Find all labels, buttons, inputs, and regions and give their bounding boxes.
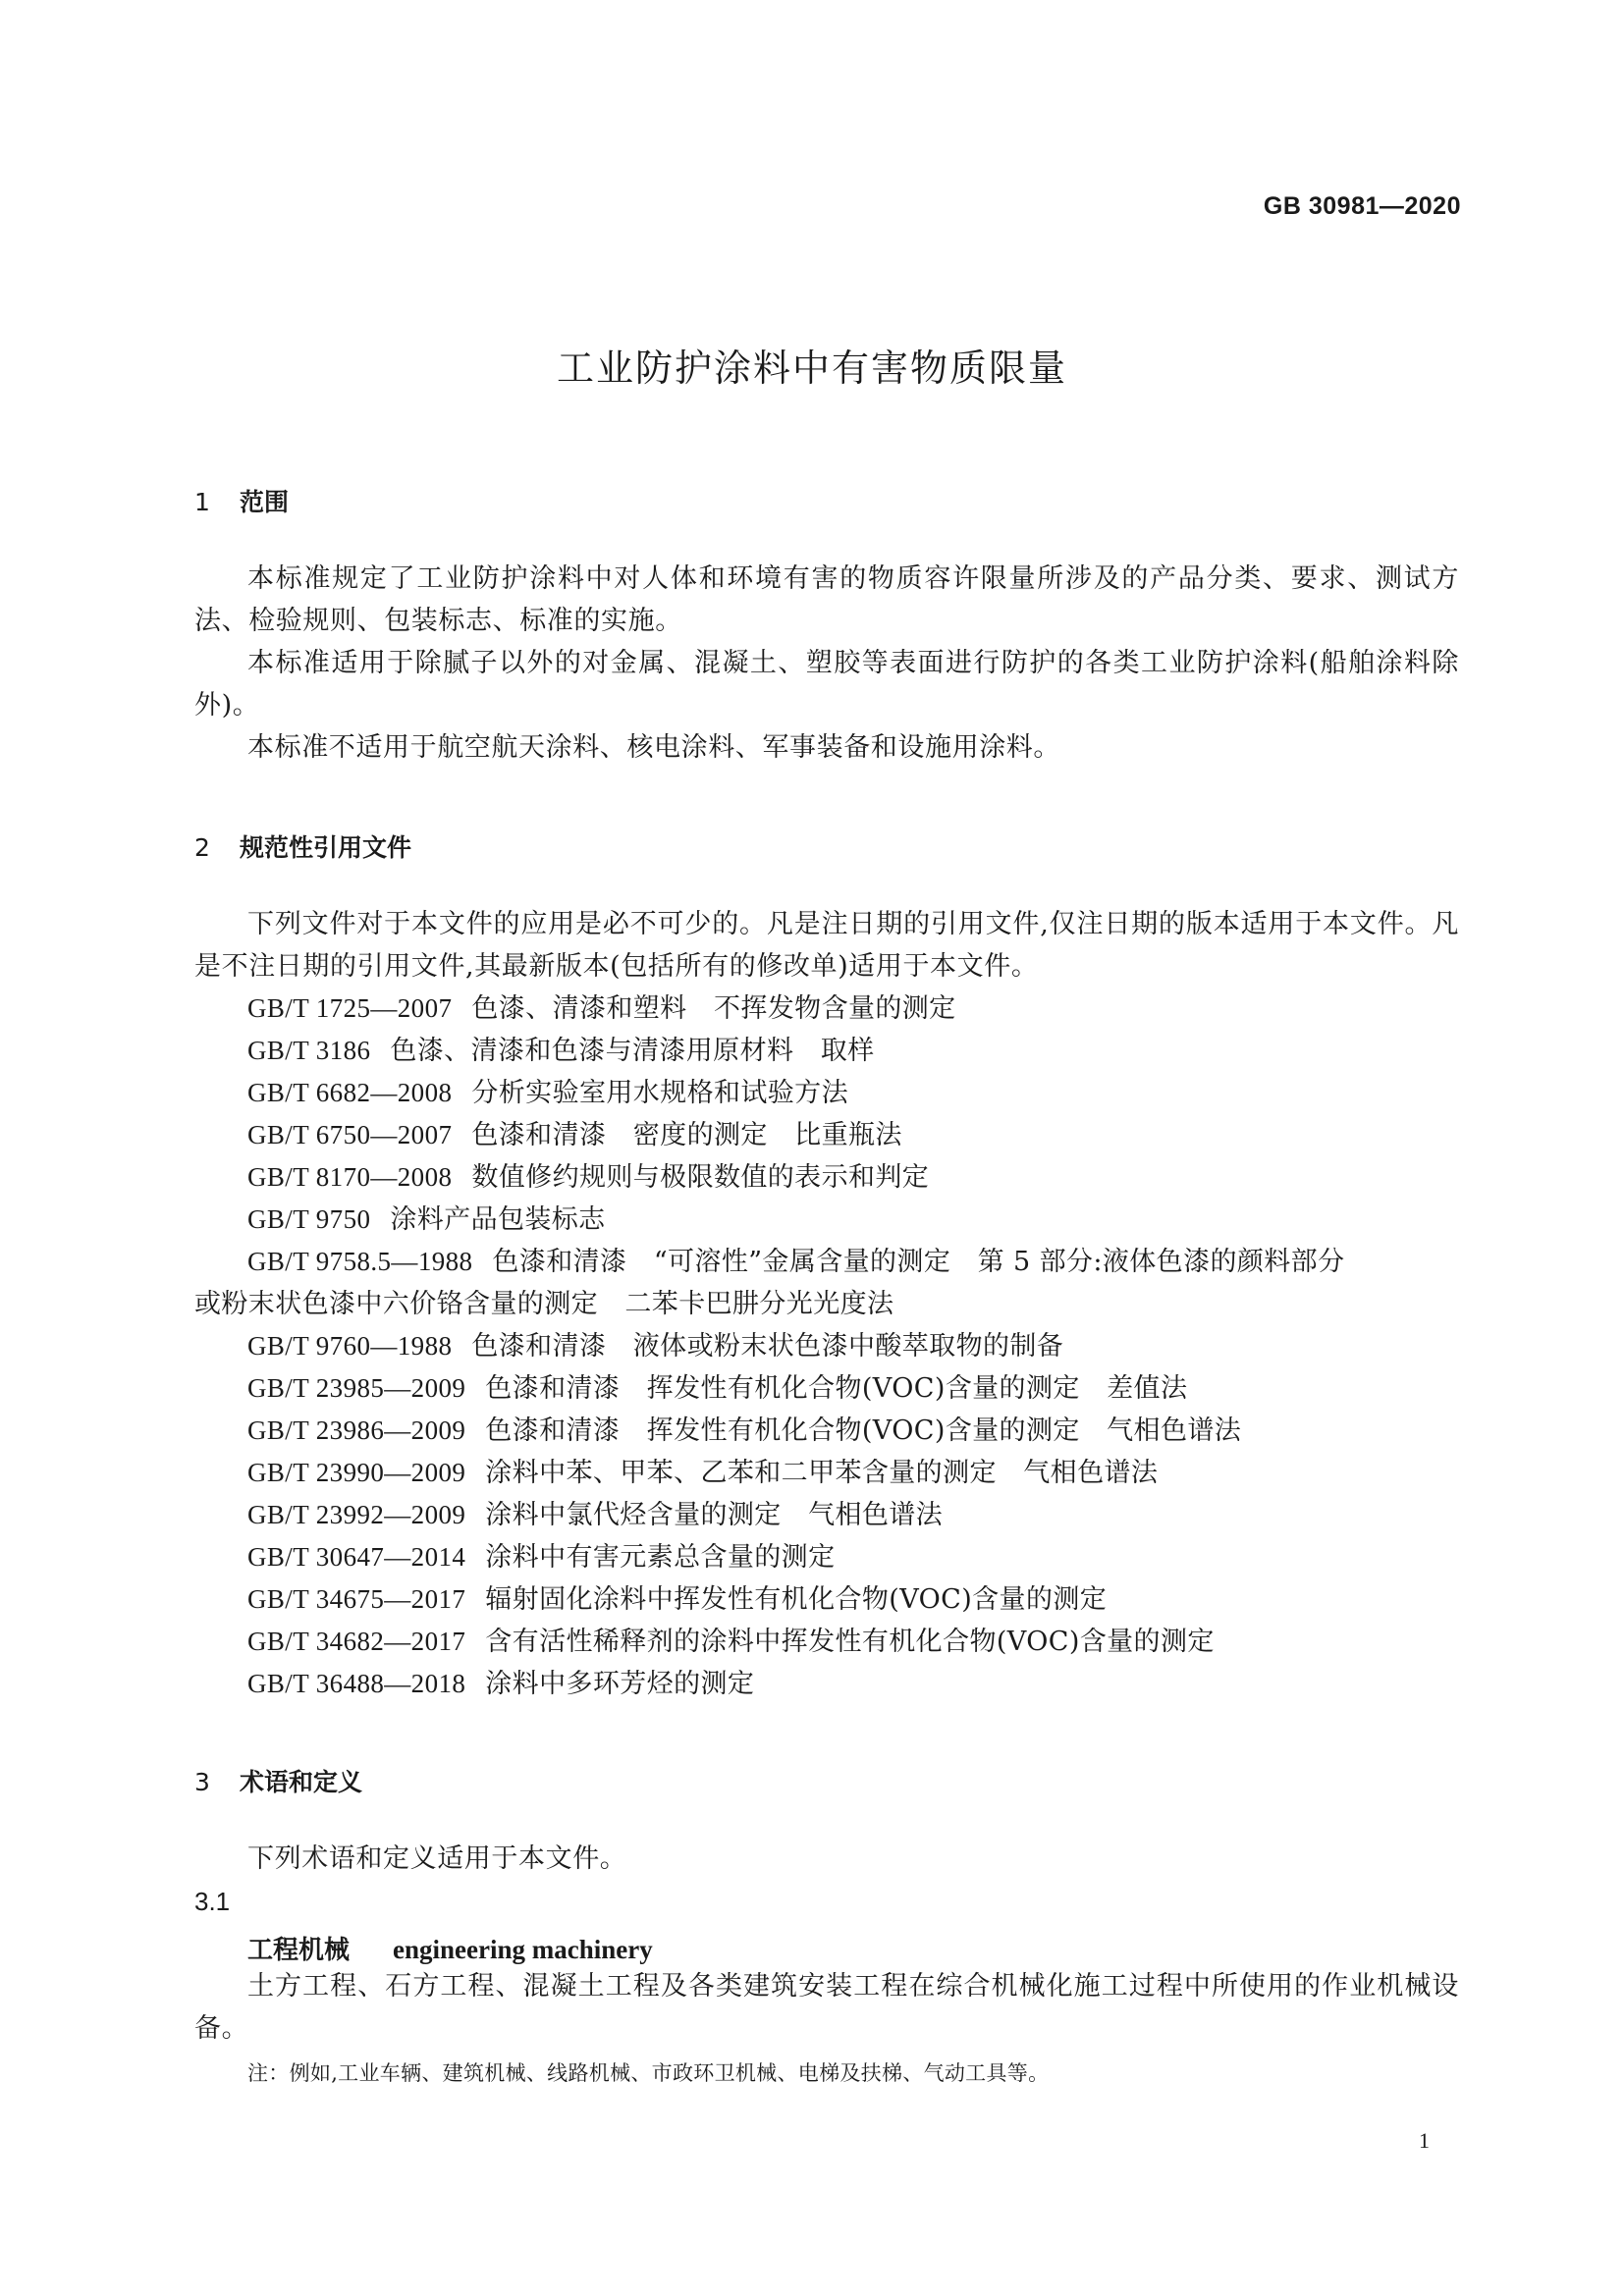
reference-title: 色漆和清漆 液体或粉末状色漆中酸萃取物的制备 <box>471 1331 1064 1362</box>
reference-title: 色漆和清漆 挥发性有机化合物(VOC)含量的测定 差值法 <box>485 1373 1188 1404</box>
section-1-paragraph-1: 本标准规定了工业防护涂料中对人体和环境有害的物质容许限量所涉及的产品分类、要求、测试方法、检验规则、包装标志、标准的实施。 <box>194 563 1459 636</box>
reference-item <box>247 1072 848 1114</box>
reference-item <box>247 1578 1107 1621</box>
reference-code: GB/T 36488—2018 <box>247 1669 466 1698</box>
reference-item <box>247 1410 1241 1452</box>
term-number: 3.1 <box>194 1887 231 1916</box>
reference-item <box>247 988 956 1030</box>
reference-item <box>247 1536 835 1578</box>
reference-item <box>247 1114 902 1156</box>
reference-code: GB/T 8170—2008 <box>247 1162 453 1192</box>
reference-item <box>247 1621 1215 1663</box>
term-name-cn: 工程机械 <box>247 1936 351 1965</box>
document-title: 工业防护涂料中有害物质限量 <box>556 347 1067 390</box>
reference-code: GB/T 23985—2009 <box>247 1373 466 1403</box>
term-name <box>247 1930 653 1966</box>
reference-title: 辐射固化涂料中挥发性有机化合物(VOC)含量的测定 <box>485 1584 1108 1615</box>
section-title: 术语和定义 <box>240 1768 363 1796</box>
reference-title: 色漆、清漆和塑料 不挥发物含量的测定 <box>471 993 956 1024</box>
section-title: 范围 <box>240 488 290 516</box>
reference-title: 色漆和清漆 密度的测定 比重瓶法 <box>471 1120 902 1150</box>
reference-code: GB/T 34675—2017 <box>247 1584 466 1614</box>
reference-title-continuation: 或粉末状色漆中六价铬含量的测定 二苯卡巴肼分光光度法 <box>194 1289 894 1319</box>
section-number: 3 <box>194 1768 210 1796</box>
reference-title: 涂料中氯代烃含量的测定 气相色谱法 <box>485 1500 944 1530</box>
reference-code: GB/T 1725—2007 <box>247 993 453 1023</box>
reference-title: 色漆、清漆和色漆与清漆用原材料 取样 <box>390 1036 875 1066</box>
reference-item <box>247 1199 606 1241</box>
reference-title: 色漆和清漆 挥发性有机化合物(VOC)含量的测定 气相色谱法 <box>485 1415 1242 1446</box>
reference-item <box>247 1663 754 1705</box>
reference-code: GB/T 6750—2007 <box>247 1120 453 1149</box>
reference-title: 涂料中多环芳烃的测定 <box>485 1669 755 1699</box>
section-2-heading <box>194 828 411 864</box>
reference-item <box>247 1367 1187 1410</box>
reference-code: GB/T 23992—2009 <box>247 1500 466 1529</box>
reference-code: GB/T 23986—2009 <box>247 1415 466 1445</box>
reference-item <box>247 1030 875 1072</box>
section-1-paragraph-3: 本标准不适用于航空航天涂料、核电涂料、军事装备和设施用涂料。 <box>247 732 1060 763</box>
reference-code: GB/T 3186 <box>247 1036 371 1065</box>
reference-code: GB/T 9760—1988 <box>247 1331 453 1361</box>
standard-code: GB 30981—2020 <box>1263 192 1461 220</box>
reference-item <box>247 1325 1063 1367</box>
section-1-heading <box>194 483 289 518</box>
section-2-intro: 下列文件对于本文件的应用是必不可少的。凡是注日期的引用文件,仅注日期的版本适用于本文件。凡是不注日期的引用文件,其最新版本(包括所有的修改单)适用于本文件。 <box>194 909 1459 982</box>
section-1-paragraph-2: 本标准适用于除腻子以外的对金属、混凝土、塑胶等表面进行防护的各类工业防护涂料(船舶涂料除外)。 <box>194 648 1459 721</box>
section-3-intro: 下列术语和定义适用于本文件。 <box>247 1843 627 1874</box>
reference-code: GB/T 30647—2014 <box>247 1542 466 1572</box>
reference-title: 含有活性稀释剂的涂料中挥发性有机化合物(VOC)含量的测定 <box>485 1627 1215 1657</box>
section-3-heading <box>194 1763 362 1798</box>
reference-title: 分析实验室用水规格和试验方法 <box>471 1078 848 1108</box>
reference-code: GB/T 34682—2017 <box>247 1627 466 1656</box>
section-number: 2 <box>194 833 210 862</box>
section-number: 1 <box>194 488 210 516</box>
reference-item <box>247 1452 1158 1494</box>
page-number: 1 <box>1419 2128 1430 2153</box>
term-name-en: engineering machinery <box>393 1935 653 1964</box>
reference-title: 涂料中有害元素总含量的测定 <box>485 1542 836 1573</box>
term-definition: 土方工程、石方工程、混凝土工程及各类建筑安装工程在综合机械化施工过程中所使用的作业机械设备。 <box>194 1971 1459 2044</box>
reference-title: 色漆和清漆 “可溶性”金属含量的测定 第 5 部分:液体色漆的颜料部分 <box>492 1247 1345 1277</box>
reference-item <box>247 1156 929 1199</box>
reference-code: GB/T 6682—2008 <box>247 1078 453 1107</box>
reference-code: GB/T 9750 <box>247 1204 371 1234</box>
reference-code: GB/T 23990—2009 <box>247 1458 466 1487</box>
section-title: 规范性引用文件 <box>240 833 412 862</box>
reference-code: GB/T 9758.5—1988 <box>247 1247 473 1276</box>
term-note: 注：例如,工业车辆、建筑机械、线路机械、市政环卫机械、电梯及扶梯、气动工具等。 <box>247 2061 1050 2085</box>
reference-item <box>247 1494 943 1536</box>
reference-item <box>247 1241 1344 1283</box>
reference-title: 涂料产品包装标志 <box>390 1204 606 1235</box>
reference-title: 数值修约规则与极限数值的表示和判定 <box>471 1162 930 1193</box>
reference-title: 涂料中苯、甲苯、乙苯和二甲苯含量的测定 气相色谱法 <box>485 1458 1159 1488</box>
